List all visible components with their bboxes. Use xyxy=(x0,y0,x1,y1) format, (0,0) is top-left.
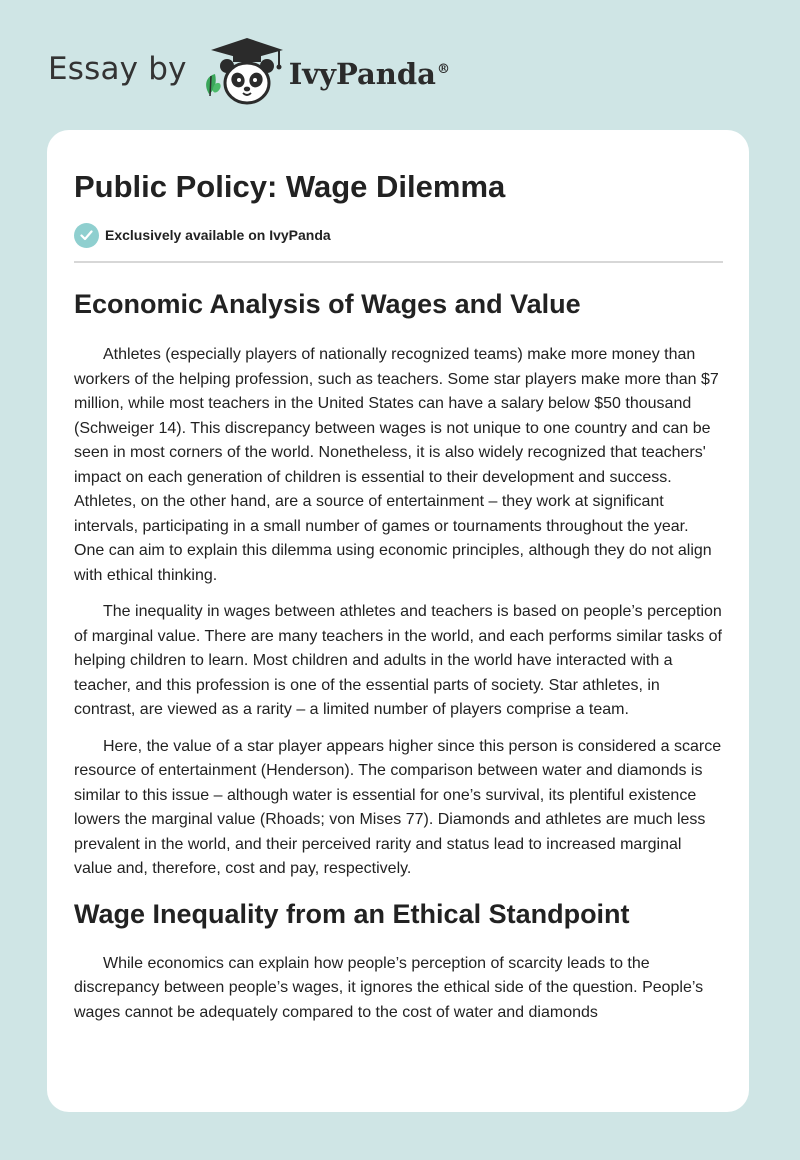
page-title: Public Policy: Wage Dilemma xyxy=(74,169,506,204)
essay-card xyxy=(47,130,749,1112)
paragraph: The inequality in wages between athletes and teachers is based on people’s perception of marginal value. There are many teachers in the world, and each performs similar tasks of helping children to learn. Most children and adults in the world have interacted with a teacher, and this profession is one of the essential parts of society. Star athletes, in contrast, are viewed as a rarity – a limited number of players comprise a team. xyxy=(74,603,722,718)
section-heading-economic: Economic Analysis of Wages and Value xyxy=(74,289,581,319)
paragraph: While economics can explain how people’s perception of scarcity leads to the discrepancy between people’s wages, it ignores the ethical side of the question. People’s wages cannot be adequately compared to the cost of water and diamonds xyxy=(74,954,704,1021)
exclusive-badge xyxy=(74,222,723,248)
exclusive-badge-text: Exclusively available on IvyPanda xyxy=(105,227,331,243)
check-circle-icon xyxy=(74,223,99,248)
brand-name: IvyPanda® xyxy=(288,57,450,91)
brand-prefix: Essay by xyxy=(48,51,187,87)
section-heading-ethical: Wage Inequality from an Ethical Standpoint xyxy=(74,898,630,929)
paragraph: Athletes (especially players of nationally recognized teams) make more money than workers of the helping profession, such as teachers. Some star players make more than $7 million, while most teachers in the United States can have a salary below $50 thousand (Schweiger 14). This discrepancy between wages is not unique to one country and can be seen in most corners of the world. Nonetheless, it is also widely recognized that teachers' impact on each generation of children is essential to their development and success. Athletes, on the other hand, are a source of entertainment – they work at significant intervals, participating in a small number of games or tournaments throughout the year. One can aim to explain this dilemma using economic principles, although they do not align with ethical thinking. xyxy=(74,346,719,584)
brand-header[interactable] xyxy=(48,36,450,106)
divider xyxy=(74,261,723,263)
paragraph: Here, the value of a star player appears higher since this person is considered a scarce resource of entertainment (Henderson). The comparison between water and diamonds is similar to this issue – although water is essential for one’s survival, its plentiful existence lowers the marginal value (Rhoads; von Mises 77). Diamonds and athletes are much less prevalent in the world, and their perceived rarity and status lead to increased marginal value and, therefore, cost and pay, respectively. xyxy=(74,737,722,877)
graduation-cap-panda-icon xyxy=(199,36,295,106)
